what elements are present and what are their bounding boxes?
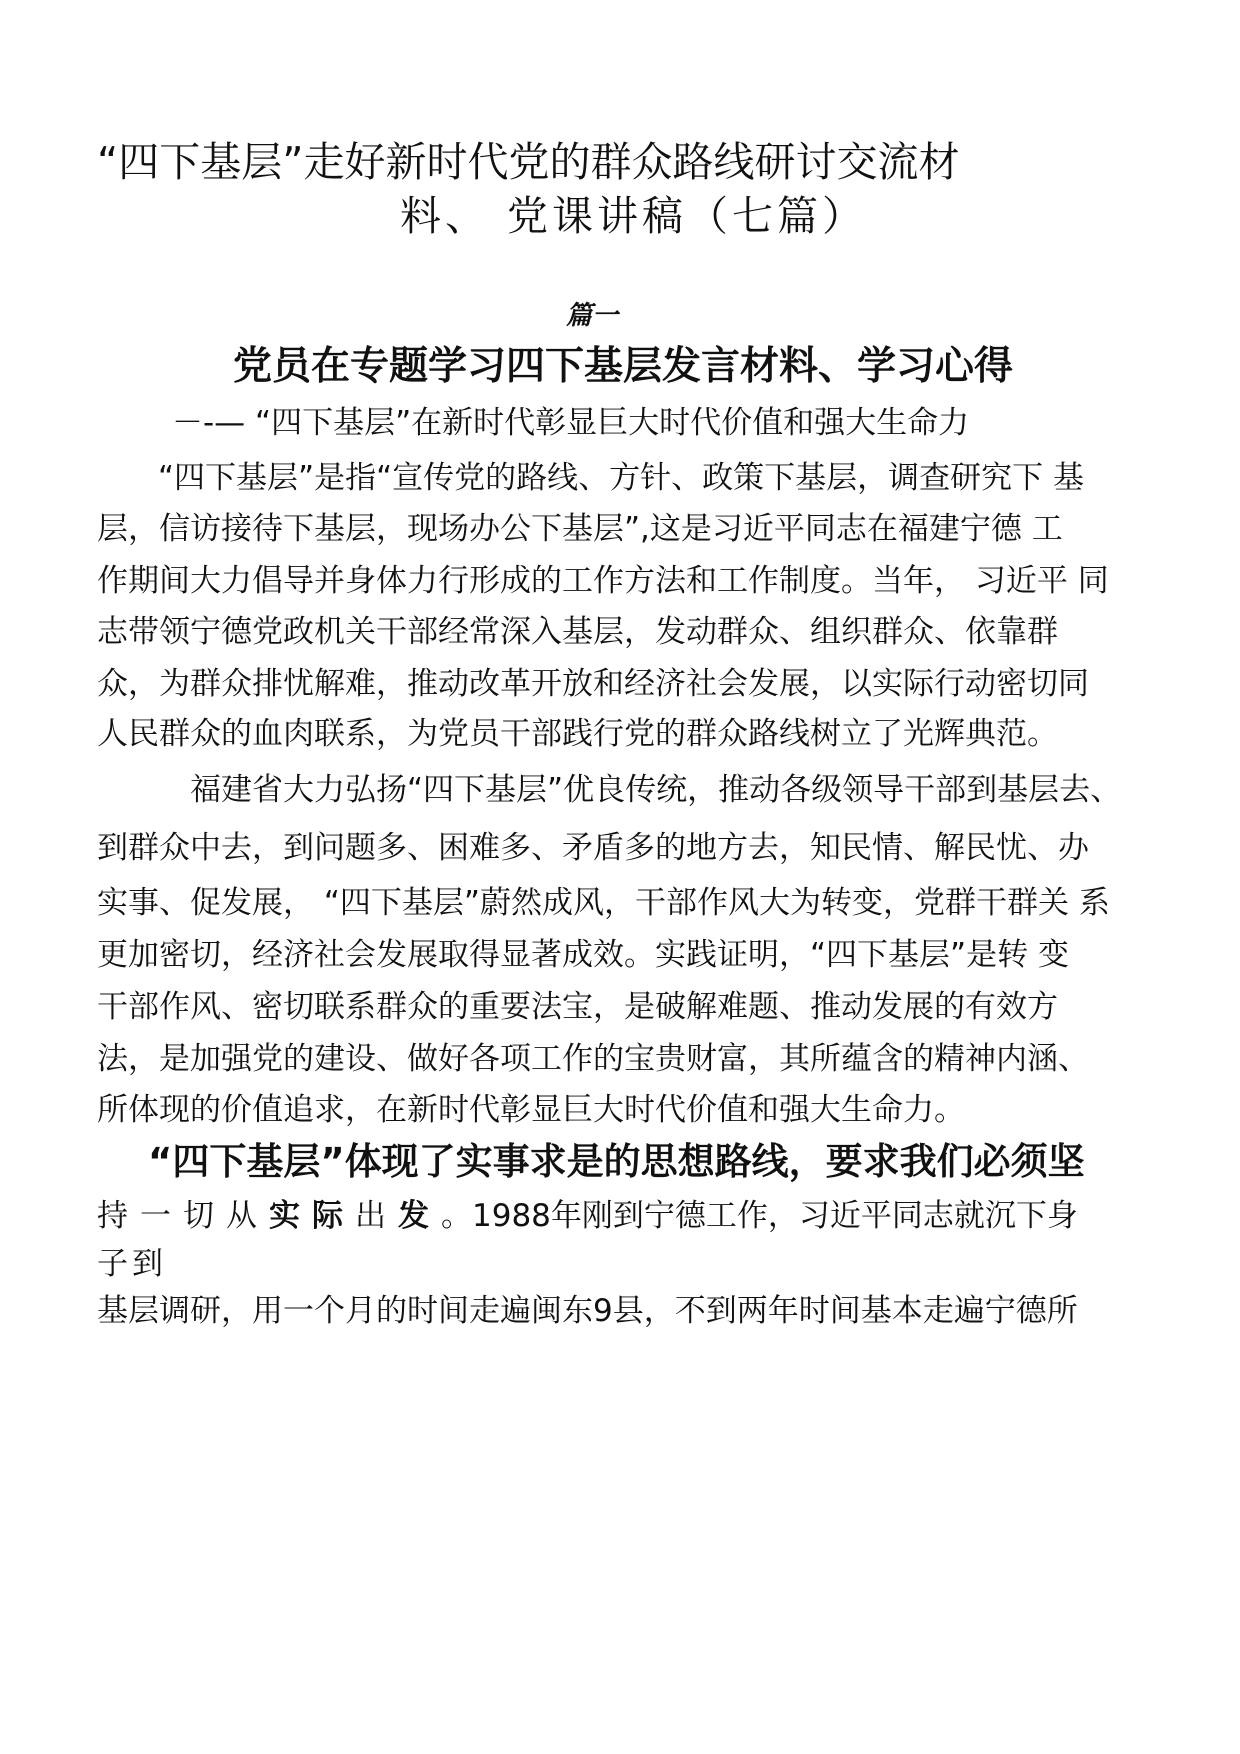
mixed-emphasis-line: [97, 1196, 1078, 1236]
paragraph-2-line: 实事、促发展， “四下基层”蔚然成风，干部作风大为转变，党群干群关 系: [97, 885, 1110, 921]
paragraph-1-line: 众，为群众排忧解难，推动改革开放和经济社会发展，以实际行动密切同: [97, 666, 1089, 702]
paragraph-2-line: 法，是加强党的建设、做好各项工作的宝贵财富，其所蕴含的精神内涵、: [97, 1041, 1089, 1077]
document-title-line-1: “四下基层”走好新时代党的群众路线研讨交流材: [97, 138, 960, 186]
article-title: 党员在专题学习四下基层发言材料、学习心得: [233, 344, 1014, 389]
paragraph-1-line: 人民群众的血肉联系，为党员干部践行党的群众路线树立了光辉典范。: [97, 716, 1058, 752]
continuation-line: 子到: [97, 1246, 167, 1282]
mixed-text-part: 出: [355, 1198, 398, 1234]
continuation-line: 基层调研，用一个月的时间走遍闽东9县，不到两年时间基本走遍宁德所: [97, 1293, 1078, 1329]
paragraph-2-line: 所体现的价值追求，在新时代彰显巨大时代价值和强大生命力。: [97, 1092, 965, 1128]
paragraph-2-line: 福建省大力弘扬“四下基层”优良传统，推动各级领导干部到基层去、: [190, 772, 1122, 808]
mixed-text-part: 持一切从: [97, 1198, 269, 1234]
paragraph-2-line: 更加密切，经济社会发展取得显著成效。实践证明，“四下基层”是转 变: [97, 937, 1069, 973]
paragraph-1-line: “四下基层”是指“宣传党的路线、方针、政策下基层，调查研究下 基: [158, 460, 1085, 496]
paragraph-1-line: 层，信访接待下基层，现场办公下基层”,这是习近平同志在福建宁德 工: [97, 511, 1063, 547]
article-subtitle: －-— “四下基层”在新时代彰显巨大时代价值和强大生命力: [172, 405, 970, 441]
paragraph-1-line: 志带领宁德党政机关干部经常深入基层，发动群众、组织群众、依靠群: [97, 614, 1058, 650]
mixed-text-bold-part: 发: [398, 1198, 441, 1234]
chapter-label: 篇一: [566, 301, 619, 331]
section-bold-heading: “四下基层”体现了实事求是的思想路线，要求我们必须坚: [148, 1140, 1085, 1183]
mixed-text-part: 。1988年刚到宁德工作，习近平同志就沉下身: [441, 1198, 1078, 1234]
paragraph-2-line: 干部作风、密切联系群众的重要法宝，是破解难题、推动发展的有效方: [97, 989, 1058, 1025]
mixed-text-bold-part: 实际: [269, 1198, 355, 1234]
document-title-line-2: 料、 党课讲稿（七篇）: [400, 192, 868, 240]
paragraph-1-line: 作期间大力倡导并身体力行形成的工作方法和工作制度。当年， 习近平 同: [97, 563, 1109, 599]
paragraph-2-line: 到群众中去，到问题多、困难多、矛盾多的地方去，知民情、解民忧、办: [97, 830, 1089, 866]
